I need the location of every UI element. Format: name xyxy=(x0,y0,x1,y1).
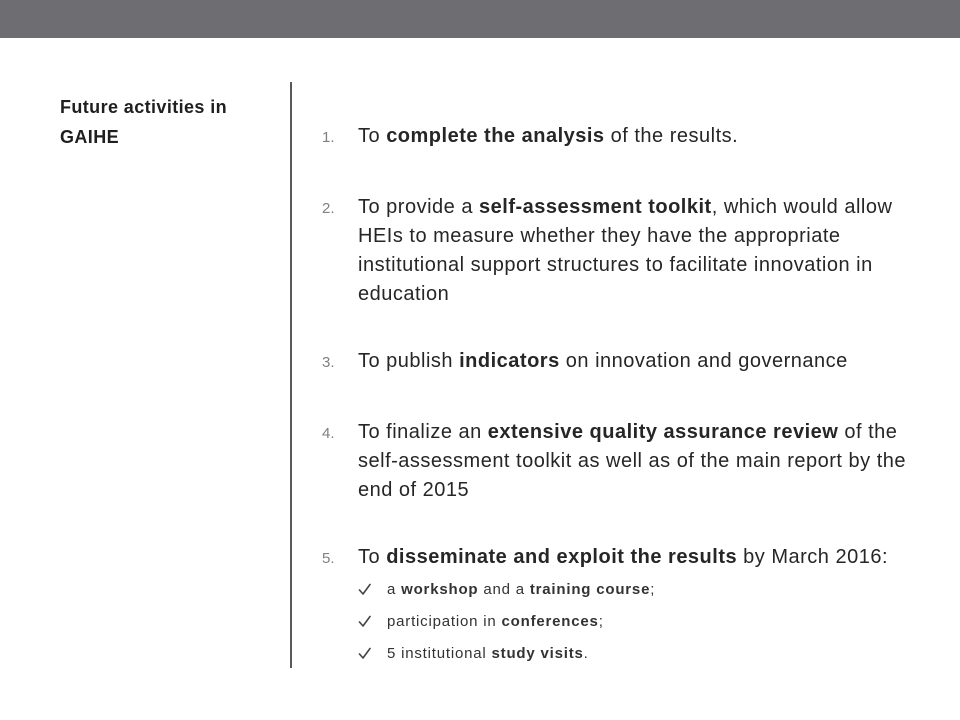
text-segment: by March 2016: xyxy=(737,546,889,568)
item-number: 2. xyxy=(322,200,335,217)
top-bar xyxy=(0,0,960,38)
vertical-divider xyxy=(290,82,292,668)
text-segment: a xyxy=(387,581,402,598)
sub-item-text xyxy=(387,643,898,665)
item-text xyxy=(358,196,892,305)
text-segment: , which would allow HEIs to measure whether they have the appropriate institutional support structures to facilitate innovation in education xyxy=(358,196,893,305)
sub-item-study-visits xyxy=(358,643,898,665)
text-segment: To xyxy=(358,546,387,568)
text-segment: on innovation and governance xyxy=(559,350,848,372)
emphasis-segment: complete the analysis xyxy=(386,125,605,147)
text-segment: of the self-assessment toolkit as well as of the main report by the end of 2015 xyxy=(358,421,907,501)
text-segment: . xyxy=(583,645,589,662)
emphasis-segment: indicators xyxy=(459,350,560,372)
activity-item-4 xyxy=(322,418,918,505)
emphasis-segment: self-assessment toolkit xyxy=(479,196,712,218)
text-segment: ; xyxy=(598,613,604,630)
text-segment: To provide a xyxy=(358,196,480,218)
emphasis-segment: study visits xyxy=(491,645,584,662)
item-number: 3. xyxy=(322,354,335,371)
sub-item-text xyxy=(387,611,898,633)
activity-item-2 xyxy=(322,193,918,309)
check-icon xyxy=(358,647,371,660)
item-number: 5. xyxy=(322,550,335,567)
text-segment: To finalize an xyxy=(358,421,488,443)
check-icon xyxy=(358,615,371,628)
activity-item-5 xyxy=(322,543,918,572)
item-number: 1. xyxy=(322,129,335,146)
activity-item-3 xyxy=(322,347,918,376)
text-segment: ; xyxy=(650,581,656,598)
text-segment: To publish xyxy=(358,350,460,372)
sub-item-conferences xyxy=(358,611,898,633)
item-number: 4. xyxy=(322,425,335,442)
check-icon xyxy=(358,583,371,596)
slide-title: Future activities in GAIHE xyxy=(60,97,228,147)
item-text xyxy=(358,421,906,501)
item-text xyxy=(358,125,738,147)
text-segment: and a xyxy=(478,581,530,598)
emphasis-segment: disseminate and exploit the results xyxy=(386,546,738,568)
emphasis-segment: extensive quality assurance review xyxy=(487,421,839,443)
emphasis-segment: training course xyxy=(529,581,651,598)
activity-item-1 xyxy=(322,122,918,151)
text-segment: participation in xyxy=(387,613,502,630)
emphasis-segment: workshop xyxy=(401,581,479,598)
emphasis-segment: conferences xyxy=(501,613,599,630)
item-text xyxy=(358,546,888,568)
text-segment: 5 institutional xyxy=(387,645,492,662)
item-text xyxy=(358,350,848,372)
sub-item-text xyxy=(387,579,898,601)
text-segment: of the results. xyxy=(604,125,739,147)
text-segment: To xyxy=(358,125,387,147)
sub-item-workshop xyxy=(358,579,898,601)
